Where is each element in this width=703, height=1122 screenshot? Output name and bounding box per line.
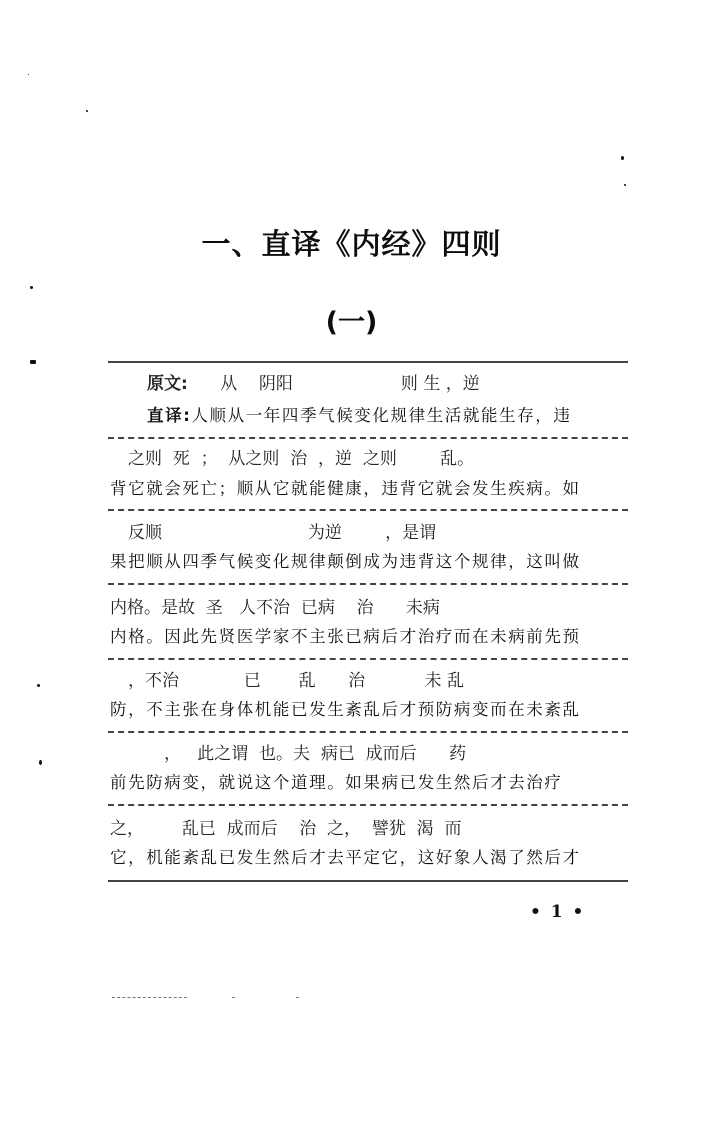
divider-rule <box>108 731 628 733</box>
original-text-line: 之则 死 ； 从之则 治 ，逆 之则 乱。 <box>128 449 475 469</box>
original-text-line: ，不治 已 乱 治 未 乱 <box>128 671 464 691</box>
divider-rule <box>108 583 628 585</box>
scan-smudge <box>296 997 299 999</box>
scan-smudge <box>112 997 187 999</box>
scan-speck <box>28 74 29 75</box>
scan-speck <box>30 360 36 364</box>
divider-rule <box>108 880 628 882</box>
divider-rule <box>108 361 628 363</box>
translation-text-line: 直译:人顺从一年四季气候变化规律生活就能生存，违 <box>147 406 572 425</box>
original-text-line: 反顺 为逆 ，是谓 <box>128 523 437 543</box>
divider-rule <box>108 437 628 439</box>
divider-rule <box>108 658 628 660</box>
translation-text-line: 背它就会死亡；顺从它就能健康，违背它就会发生疾病。如 <box>110 479 581 498</box>
translation-text-line: 前先防病变，就说这个道理。如果病已发生然后才去治疗 <box>110 773 563 792</box>
translation-text-line: 它，机能紊乱已发生然后才去平定它，这好象人渴了然后才 <box>110 848 581 867</box>
translation-text-line: 防，不主张在身体机能已发生紊乱后才预防病变而在未紊乱 <box>110 700 581 719</box>
page-number: • 1 • <box>530 902 586 922</box>
page-title: 一、直译《内经》四则 <box>201 227 502 261</box>
scan-speck <box>624 184 626 186</box>
original-text-line: 之， 乱已 成而后 治 之， 譬犹 渴 而 <box>110 819 462 839</box>
section-title: (一) <box>325 307 378 338</box>
divider-rule <box>108 509 628 511</box>
original-text-line: ， 此之谓 也。夫 病已 成而后 药 <box>110 744 467 764</box>
scan-smudge <box>232 997 235 999</box>
divider-rule <box>108 804 628 806</box>
scan-speck <box>86 110 88 112</box>
scan-speck <box>37 684 40 687</box>
scan-speck <box>30 286 33 289</box>
original-text-line: 内格。是故 圣 人不治 已病 治 未病 <box>110 598 440 618</box>
original-label: 原文: <box>147 374 188 394</box>
translation-label: 直译: <box>147 406 192 425</box>
scan-speck <box>621 156 624 160</box>
original-text-line: 原文: 从 阴阳 则 生 ，逆 <box>147 374 480 394</box>
translation-text-line: 内格。因此先贤医学家不主张已病后才治疗而在未病前先预 <box>110 627 581 646</box>
scan-speck <box>39 760 42 765</box>
translation-text-line: 果把顺从四季气候变化规律颠倒成为违背这个规律，这叫做 <box>110 552 581 571</box>
